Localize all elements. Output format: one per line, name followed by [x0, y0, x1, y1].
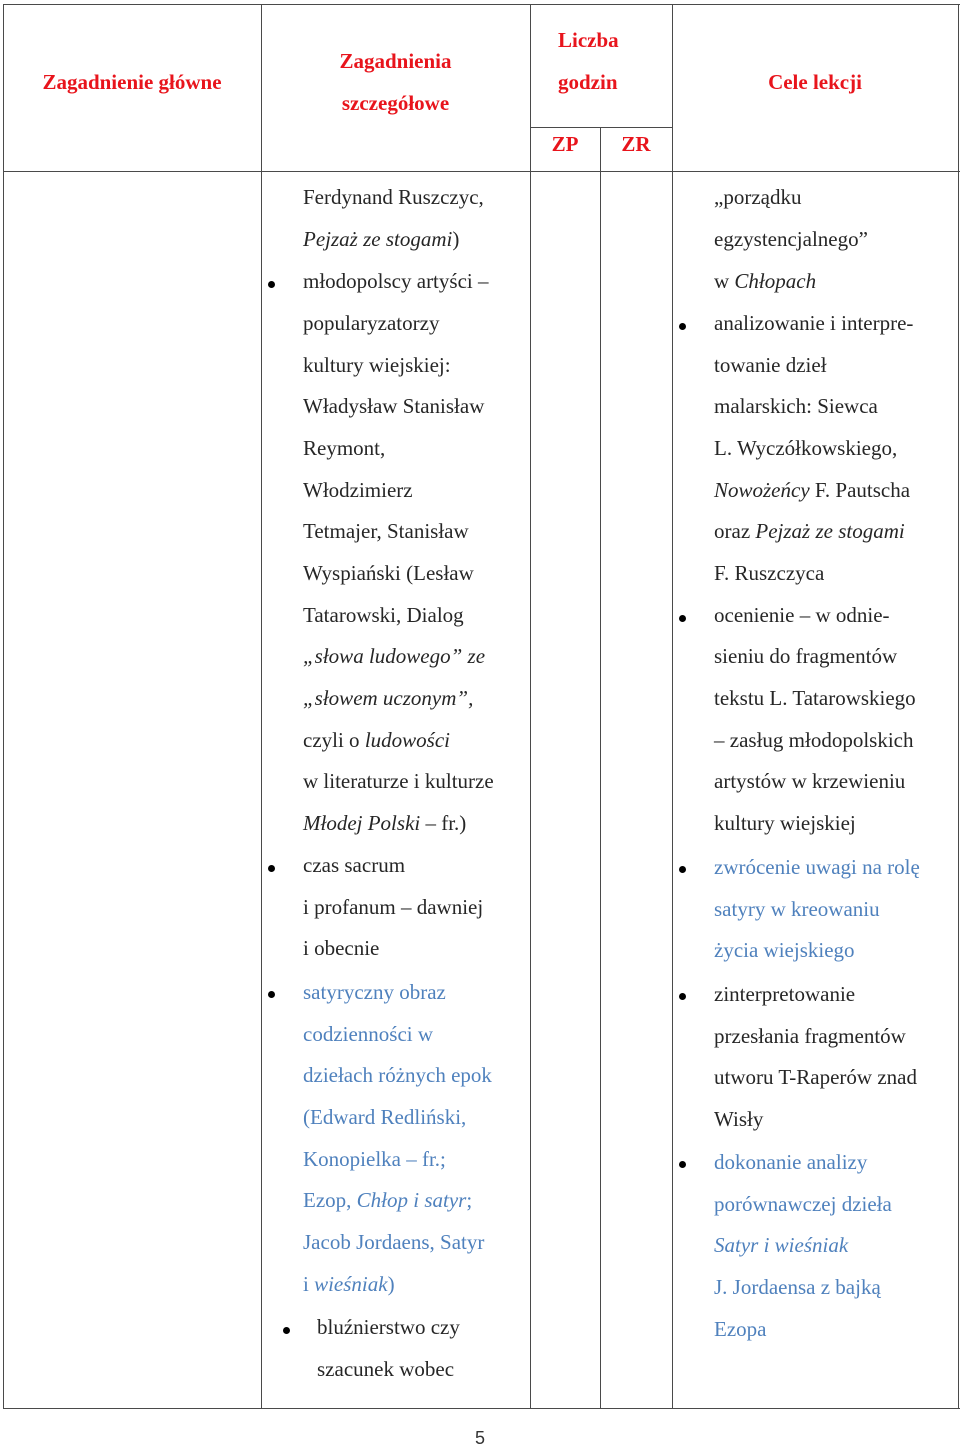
goal-title: Pejzaż ze stogami — [755, 519, 905, 543]
goal-line: zinterpretowanie — [714, 982, 856, 1006]
goal-line: dokonanie analizy — [714, 1150, 868, 1174]
goal-line: zwrócenie uwagi na rolę — [714, 855, 920, 879]
col-divider-zp-zr — [600, 127, 601, 1409]
topic-line — [303, 803, 466, 845]
topic-line: Konopielka – fr.; — [303, 1147, 446, 1171]
goal-line: Ezopa — [714, 1317, 767, 1341]
topic-line: Wyspiański (Lesław — [303, 561, 474, 585]
topic-line — [303, 1264, 395, 1306]
topic-title: Pejzaż ze stogami — [303, 227, 453, 251]
topic-title: Chłop i satyr — [356, 1188, 467, 1212]
goal-line: utworu T-Raperów znad — [714, 1065, 917, 1089]
topic-text: ) — [452, 227, 460, 251]
topic-line: „słowa ludowego” ze — [303, 644, 486, 668]
topic-line: i obecnie — [303, 936, 380, 960]
header-hours-l2: godzin — [558, 70, 618, 94]
col-divider-1 — [261, 4, 262, 1409]
table-border-right — [958, 4, 959, 1409]
goal-line: tekstu L. Tatarowskiego — [714, 686, 916, 710]
goal-title: Chłopach — [734, 269, 817, 293]
table-border-bottom — [3, 1408, 960, 1409]
topic-text: ; — [466, 1188, 473, 1212]
goal-line: sieniu do fragmentów — [714, 644, 898, 668]
topic-line — [303, 720, 450, 762]
bullet-icon — [268, 865, 275, 872]
topic-line: w literaturze i kulturze — [303, 769, 494, 793]
goal-line: satyry w kreowaniu — [714, 897, 880, 921]
goal-line: F. Ruszczyca — [714, 561, 825, 585]
topic-line — [303, 1180, 472, 1222]
bullet-icon — [679, 1161, 686, 1168]
topic-line: codzienności w — [303, 1022, 434, 1046]
goal-text: w — [714, 269, 735, 293]
goal-line: – zasług młodopolskich — [714, 728, 914, 752]
table-border-top — [3, 4, 960, 5]
goal-line: towanie dzieł — [714, 353, 827, 377]
bullet-icon — [679, 615, 686, 622]
topic-line: Tatarowski, Dialog — [303, 603, 464, 627]
goal-line: porównawczej dzieła — [714, 1192, 892, 1216]
bullet-icon — [679, 993, 686, 1000]
goal-line: analizowanie i interpre- — [714, 311, 914, 335]
goal-title: Nowożeńcy — [714, 478, 810, 502]
goal-line: Satyr i wieśniak — [714, 1233, 849, 1257]
topic-line: (Edward Redliński, — [303, 1105, 467, 1129]
header-bottom-border — [3, 171, 960, 172]
goal-line: L. Wyczółkowskiego, — [714, 436, 898, 460]
header-hours-l1: Liczba — [558, 28, 619, 52]
topic-title: wieśniak — [314, 1272, 388, 1296]
bullet-icon — [679, 866, 686, 873]
topic-title: ludowości — [364, 728, 450, 752]
goal-line — [714, 261, 816, 303]
topic-text: Ezop, — [303, 1188, 357, 1212]
bullet-icon — [268, 281, 275, 288]
goal-line — [714, 511, 905, 553]
bullet-icon — [283, 1327, 290, 1334]
topic-title: Młodej Polski — [303, 811, 421, 835]
topic-text: czyli o — [303, 728, 365, 752]
bullet-icon — [268, 991, 275, 998]
goal-line: kultury wiejskiej — [714, 811, 856, 835]
topic-line: „słowem uczonym”, — [303, 686, 474, 710]
goal-line: artystów w krzewieniu — [714, 769, 906, 793]
topic-line: kultury wiejskiej: — [303, 353, 451, 377]
topic-line: Reymont, — [303, 436, 386, 460]
header-detailed-topics-l2: szczegółowe — [341, 91, 450, 115]
header-zr: ZR — [621, 132, 651, 156]
table-border-left — [3, 4, 4, 1409]
header-detailed-topics-l1: Zagadnienia — [339, 49, 452, 73]
goal-line: „porządku — [714, 185, 802, 209]
topic-line — [303, 219, 459, 261]
topic-line: Włodzimierz — [303, 478, 413, 502]
page-number: 5 — [474, 1428, 485, 1448]
header-main-topic: Zagadnienie główne — [42, 70, 222, 94]
topic-line: młodopolscy artyści – — [303, 269, 489, 293]
goal-line: ocenienie – w odnie- — [714, 603, 890, 627]
goal-text: oraz — [714, 519, 756, 543]
header-lesson-goals: Cele lekcji — [768, 70, 862, 94]
topic-line: Władysław Stanisław — [303, 394, 485, 418]
topic-text: ) — [387, 1272, 395, 1296]
topic-line: i profanum – dawniej — [303, 895, 484, 919]
goal-line: egzystencjalnego” — [714, 227, 868, 251]
col-divider-3 — [672, 4, 673, 1409]
goal-line: Wisły — [714, 1107, 764, 1131]
topic-line: szacunek wobec — [317, 1357, 455, 1381]
topic-text: – fr.) — [420, 811, 467, 835]
topic-line: bluźnierstwo czy — [317, 1315, 460, 1339]
goal-line: życia wiejskiego — [714, 938, 855, 962]
topic-line: dziełach różnych epok — [303, 1063, 492, 1087]
goal-line: przesłania fragmentów — [714, 1024, 906, 1048]
goal-line — [714, 470, 910, 512]
goal-text: F. Pautscha — [809, 478, 911, 502]
topic-line: satyryczny obraz — [303, 980, 446, 1004]
topic-line: czas sacrum — [303, 853, 406, 877]
goal-line: J. Jordaensa z bajką — [714, 1275, 881, 1299]
header-zp: ZP — [551, 132, 579, 156]
topic-line: Ferdynand Ruszczyc, — [303, 185, 484, 209]
goal-line: malarskich: Siewca — [714, 394, 878, 418]
topic-line: popularyzatorzy — [303, 311, 440, 335]
topic-line: Jacob Jordaens, Satyr — [303, 1230, 485, 1254]
topic-line: Tetmajer, Stanisław — [303, 519, 469, 543]
col-divider-2 — [530, 4, 531, 1409]
bullet-icon — [679, 323, 686, 330]
topic-text: i — [303, 1272, 315, 1296]
